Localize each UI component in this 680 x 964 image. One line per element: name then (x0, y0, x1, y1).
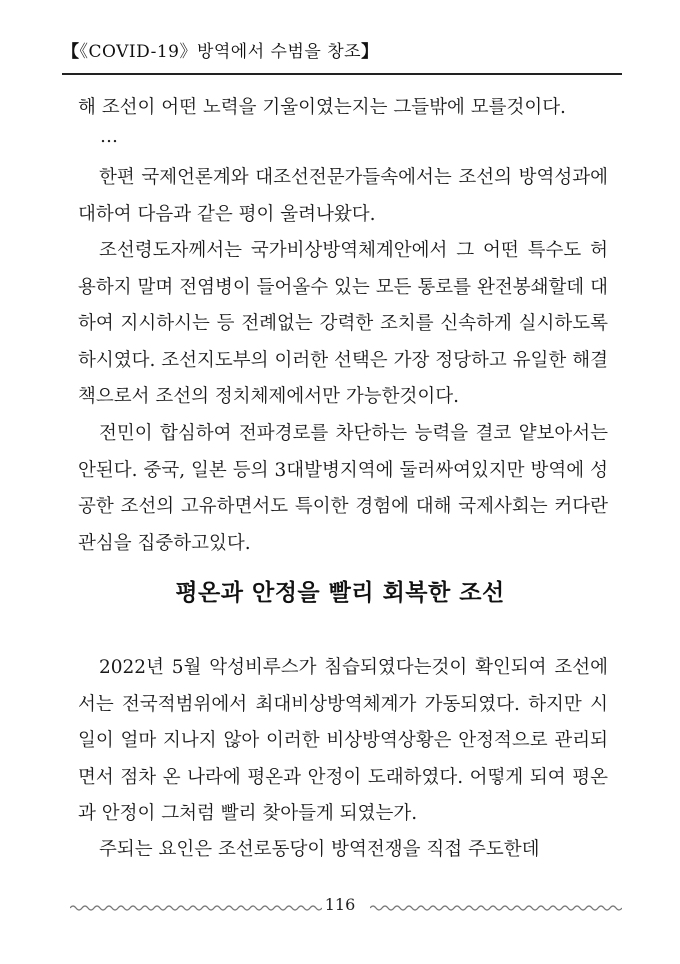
paragraph-leader-measures: 조선령도자께서는 국가비상방역체계안에서 그 어떤 특수도 허용하지 말며 전염병이 들어올수 있는 모든 통로를 완전봉쇄할데 대하여 지시하시는 등 전례없는 강력한 조치를 신속하게 실시하도록 하시였다. 조선지도부의 이러한 선택은 가장 정당하고 유일한 해결책으로서 조선의 정치체제에서만 가능한것이다. (78, 240, 608, 407)
header-bracket-close: 】 (361, 42, 379, 62)
page-number: 116 (324, 895, 356, 914)
header-divider (62, 73, 622, 75)
paragraph-may-2022: 2022년 5월 악성비루스가 침습되였다는것이 확인되여 조선에서는 전국적범위에서 최대비상방역체계가 가동되였다. 하지만 시일이 얼마 지나지 않아 이러한 비상방역상황은 안정적으로 관리되면서 점차 온 나라에 평온과 안정이 도래하였다. 어떻게 되여 평온과 안정이 그처럼 빨리 찾아들게 되였는가. (78, 657, 608, 824)
paragraph-main-factor: 주되는 요인은 조선로동당이 방역전쟁을 직접 주도한데 (99, 839, 540, 860)
paragraph-international-press: 한편 국제언론계와 대조선전문가들속에서는 조선의 방역성과에 대하여 다음과 같은 평이 울려나왔다. (78, 167, 608, 225)
header-bracket-open: 【 (62, 42, 80, 62)
ellipsis: … (100, 126, 119, 147)
paragraph-continuation: 해 조선이 어떤 노력을 기울이였는지는 그들밖에 모를것이다. (78, 97, 566, 118)
header-title: 《COVID-19》방역에서 수범을 창조 (79, 42, 362, 62)
section-title: 평온과 안정을 빨리 회복한 조선 (175, 580, 505, 606)
running-header (62, 37, 379, 62)
paragraph-all-people: 전민이 합심하여 전파경로를 차단하는 능력을 결코 얕보아서는 안된다. 중국, 일본 등의 3대발병지역에 둘러싸여있지만 방역에 성공한 조선의 고유하면서도 특이한 경험에 대해 국제사회는 커다란 관심을 집중하고있다. (78, 423, 608, 554)
